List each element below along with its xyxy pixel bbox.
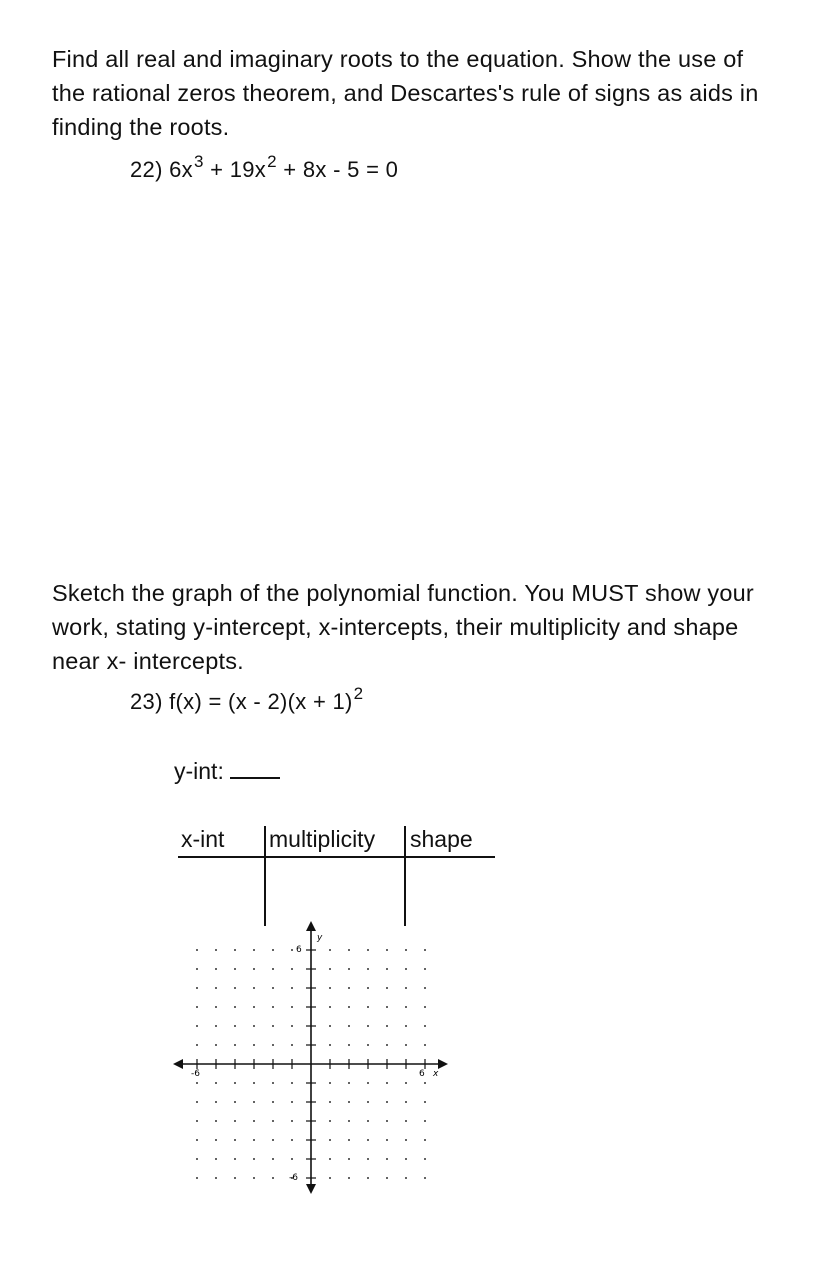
grid-dot [386, 1120, 388, 1122]
grid-dot [234, 987, 236, 989]
grid-dot [424, 1158, 426, 1160]
grid-dot [329, 1177, 331, 1179]
grid-dot [196, 1101, 198, 1103]
q23-instructions: Sketch the graph of the polynomial function. You MUST show your work, stating y-intercept, x-intercepts, their multiplicity and shape near x- intercepts. [52, 580, 754, 674]
grid-dot [367, 1006, 369, 1008]
grid-dot [272, 1101, 274, 1103]
grid-dot [215, 1139, 217, 1141]
grid-dot [215, 968, 217, 970]
q22-term2: + 19x [210, 157, 267, 182]
grid-dot [405, 987, 407, 989]
y-axis-label: y [317, 933, 323, 943]
grid-dot [272, 1120, 274, 1122]
grid-dot [348, 1101, 350, 1103]
grid-dot [196, 968, 198, 970]
grid-dot [196, 1082, 198, 1084]
grid-dot [348, 1120, 350, 1122]
grid-dot [367, 1177, 369, 1179]
grid-dot [424, 1177, 426, 1179]
grid-dot [329, 1139, 331, 1141]
grid-dot [424, 1120, 426, 1122]
grid-dot [234, 1025, 236, 1027]
grid-dot [405, 1044, 407, 1046]
grid-dot [234, 968, 236, 970]
grid-dot [291, 1082, 293, 1084]
grid-dot [424, 1082, 426, 1084]
q23-function: f(x) = (x - 2)(x + 1) [169, 689, 353, 714]
grid-dot [386, 1082, 388, 1084]
grid-dot [272, 1177, 274, 1179]
y-max-label: 6 [296, 945, 302, 955]
grid-dot [215, 1025, 217, 1027]
grid-dot [253, 987, 255, 989]
grid-dot [424, 1139, 426, 1141]
grid-dot [253, 968, 255, 970]
grid-dot [386, 1139, 388, 1141]
grid-dot [253, 1044, 255, 1046]
grid-dot [234, 1044, 236, 1046]
grid-dot [196, 1006, 198, 1008]
grid-dot [272, 1006, 274, 1008]
grid-dot [329, 987, 331, 989]
grid-dot [272, 1158, 274, 1160]
grid-dot [196, 1120, 198, 1122]
grid-dot [196, 949, 198, 951]
q22-term1: 6x [169, 157, 193, 182]
grid-dot [386, 949, 388, 951]
grid-dot [405, 1082, 407, 1084]
grid-dot [386, 1158, 388, 1160]
grid-dot [253, 949, 255, 951]
grid-dot [348, 1044, 350, 1046]
grid-dot [196, 1044, 198, 1046]
grid-dot [367, 1139, 369, 1141]
grid-dot [234, 949, 236, 951]
grid-dot [215, 1044, 217, 1046]
grid-dot [234, 1139, 236, 1141]
grid-dot [367, 1044, 369, 1046]
x-axis-arrow-right [438, 1059, 448, 1069]
grid-dot [424, 1006, 426, 1008]
grid-dot [215, 949, 217, 951]
grid-dot [196, 987, 198, 989]
grid-dot [329, 1101, 331, 1103]
grid-dot [253, 1025, 255, 1027]
grid-dot [291, 1158, 293, 1160]
grid-dot [291, 968, 293, 970]
x-axis-arrow-left [173, 1059, 183, 1069]
grid-dot [348, 1082, 350, 1084]
grid-dot [348, 1025, 350, 1027]
grid-dot [215, 987, 217, 989]
grid-dot [367, 1101, 369, 1103]
q22-number: 22) [130, 157, 163, 182]
grid-dot [291, 1006, 293, 1008]
y-axis-arrow-down [306, 1184, 316, 1194]
grid-dot [291, 1120, 293, 1122]
grid-dot [234, 1006, 236, 1008]
grid-dot [291, 1101, 293, 1103]
grid-dot [272, 1025, 274, 1027]
grid-dot [234, 1158, 236, 1160]
grid-dot [329, 1006, 331, 1008]
grid-dot [272, 987, 274, 989]
x-axis-label: x [433, 1069, 439, 1079]
grid-dot [367, 987, 369, 989]
grid-dot [405, 1101, 407, 1103]
grid-dot [291, 1025, 293, 1027]
grid-dot [424, 987, 426, 989]
grid-dot [386, 968, 388, 970]
q23-exponent: 2 [353, 684, 364, 703]
grid-dot [348, 949, 350, 951]
grid-dot [329, 1082, 331, 1084]
grid-dot [329, 1158, 331, 1160]
grid-dot [405, 949, 407, 951]
grid-dot [386, 1006, 388, 1008]
grid-dot [386, 1025, 388, 1027]
grid-dot [348, 987, 350, 989]
table-header-multiplicity: multiplicity [269, 826, 376, 852]
grid-dot [196, 1025, 198, 1027]
grid-dot [405, 1006, 407, 1008]
y-min-label: -6 [289, 1173, 298, 1183]
grid-dot [386, 1177, 388, 1179]
grid-dot [291, 987, 293, 989]
grid-dot [234, 1120, 236, 1122]
grid-dot [234, 1177, 236, 1179]
grid-dot [253, 1101, 255, 1103]
grid-dot [234, 1082, 236, 1084]
grid-dot [367, 1082, 369, 1084]
grid-dot [196, 1158, 198, 1160]
grid-dot [424, 949, 426, 951]
grid-dot [367, 949, 369, 951]
grid-dot [386, 1101, 388, 1103]
grid-dot [348, 968, 350, 970]
grid-dot [348, 1177, 350, 1179]
grid-dot [329, 1025, 331, 1027]
q22-term3: + 8x - 5 = 0 [283, 157, 399, 182]
table-header-xint: x-int [181, 826, 225, 852]
grid-dot [386, 1044, 388, 1046]
grid-dot [367, 968, 369, 970]
grid-dot [215, 1120, 217, 1122]
grid-dot [234, 1101, 236, 1103]
grid-dot [196, 1177, 198, 1179]
grid-dot [329, 968, 331, 970]
q22-instructions: Find all real and imaginary roots to the equation. Show the use of the rational zeros theorem, and Descartes's rule of signs as aids in finding the roots. [52, 46, 759, 140]
grid-dot [215, 1158, 217, 1160]
grid-dot [215, 1101, 217, 1103]
grid-dot [215, 1177, 217, 1179]
grid-dot [253, 1139, 255, 1141]
table-header-shape: shape [410, 826, 473, 852]
grid-dot [272, 949, 274, 951]
grid-dot [405, 968, 407, 970]
q22-exponent1: 3 [193, 152, 204, 171]
grid-dot [215, 1082, 217, 1084]
q22-exponent2: 2 [267, 152, 277, 171]
grid-dot [348, 1158, 350, 1160]
grid-dot [405, 1025, 407, 1027]
grid-dot [291, 1044, 293, 1046]
grid-dot [329, 1120, 331, 1122]
grid-dot [405, 1139, 407, 1141]
grid-dot [424, 1044, 426, 1046]
grid-dot [348, 1139, 350, 1141]
grid-dot [405, 1120, 407, 1122]
grid-dot [367, 1025, 369, 1027]
grid-dot [405, 1158, 407, 1160]
grid-dot [424, 1025, 426, 1027]
grid-dot [291, 1139, 293, 1141]
grid-dot [253, 1177, 255, 1179]
grid-dot [405, 1177, 407, 1179]
grid-dot [272, 1139, 274, 1141]
grid-dot [253, 1158, 255, 1160]
grid-dot [367, 1158, 369, 1160]
grid-dot [348, 1006, 350, 1008]
grid-dot [329, 949, 331, 951]
yint-label: y-int: [174, 758, 224, 784]
grid-dot [272, 968, 274, 970]
grid-dot [215, 1006, 217, 1008]
grid-dot [329, 1044, 331, 1046]
grid-dot [253, 1006, 255, 1008]
grid-dot [367, 1120, 369, 1122]
grid-dot [253, 1120, 255, 1122]
grid-dot [272, 1044, 274, 1046]
y-axis-arrow-up [306, 921, 316, 931]
grid-dot [196, 1139, 198, 1141]
grid-dot [424, 1101, 426, 1103]
x-max-label: 6 [419, 1069, 425, 1079]
grid-dot [424, 968, 426, 970]
grid-dot [272, 1082, 274, 1084]
x-min-label: -6 [191, 1069, 200, 1079]
q23-number: 23) [130, 689, 163, 714]
grid-dot [386, 987, 388, 989]
grid-dot [291, 949, 293, 951]
grid-dot [253, 1082, 255, 1084]
